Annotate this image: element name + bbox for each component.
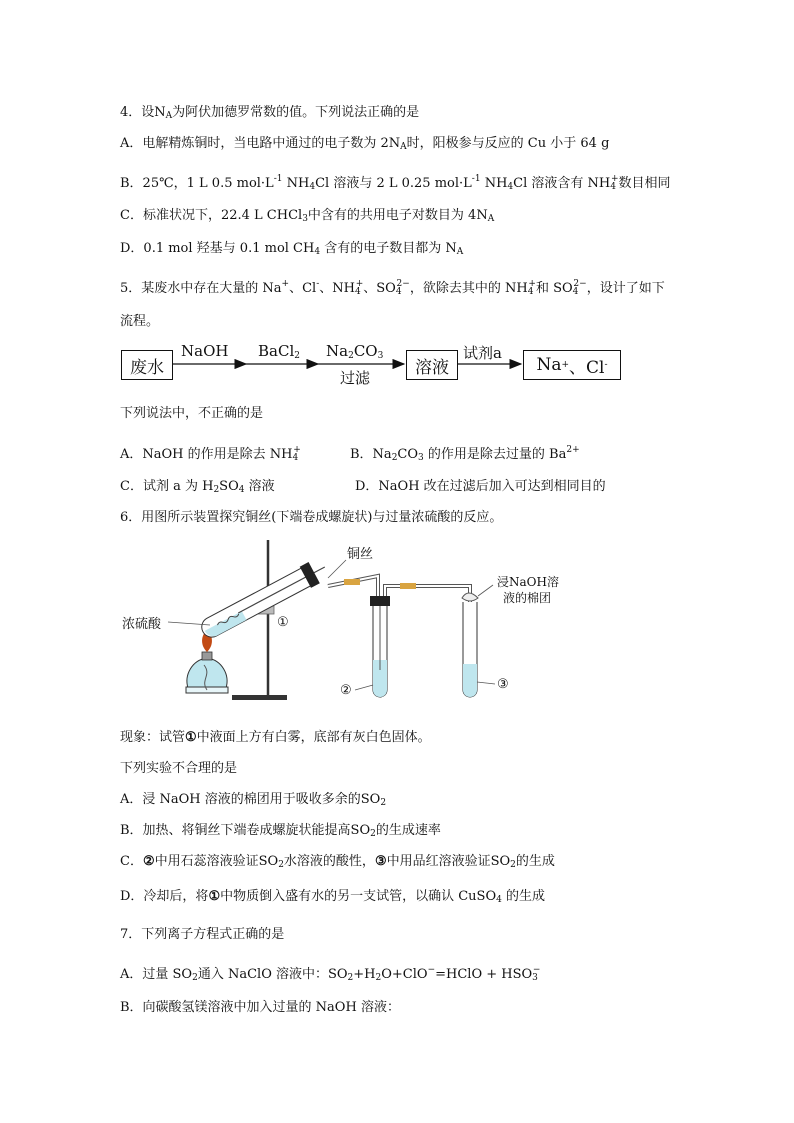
q4-stem: 4．设$N_A$为阿伏加德罗常数的值。下列说法正确的是 <box>120 105 420 121</box>
rubber-joint-2 <box>400 583 416 589</box>
q5-option-b: B．$Na_2CO_3$ 的作用是除去过量的 $Ba^{2+}$ <box>350 445 580 463</box>
q4-option-c: C．标准状况下，22.4 L CHCl$_3$中含有的共用电子对数目为 $4N_A$ <box>120 208 495 224</box>
apparatus-drawing <box>0 530 794 730</box>
q7-stem: 7．下列离子方程式正确的是 <box>120 927 285 942</box>
stand-base <box>232 695 287 700</box>
q6-stem: 6．用图所示装置探究铜丝(下端卷成螺旋状)与过量浓硫酸的反应。 <box>120 510 503 525</box>
flow-reagent-bacl2: BaCl$_2$ <box>258 342 300 361</box>
label-tube-3: ③ <box>497 677 509 692</box>
q7-option-b: B．向碳酸氢镁溶液中加入过量的 NaOH 溶液： <box>120 1000 400 1015</box>
q6-option-c: C．②中用石蕊溶液验证$SO_2$水溶液的酸性，③中用品红溶液验证$SO_2$的生成 <box>120 854 555 870</box>
q4-option-a: A．电解精炼铜时，当电路中通过的电子数为 $2N_A$时，阳极参与反应的 Cu 小于 64 g <box>120 136 610 152</box>
flow-box-solution: 溶液 <box>406 350 458 380</box>
q6-option-d: D．冷却后，将①中物质倒入盛有水的另一支试管，以确认 CuSO$_4$ 的生成 <box>120 889 545 905</box>
tube-3-liquid <box>463 664 477 697</box>
alcohol-lamp-neck <box>202 652 212 660</box>
q6-question: 下列实验不合理的是 <box>120 761 238 776</box>
rubber-joint-1 <box>344 579 360 585</box>
q5-stem: 5．某废水中存在大量的 Na+、Cl-、$NH_4^+$、$SO_4^{2-}$，欲除去其中的 $NH_4^+$和 $SO_4^{2-}$，设计了如下 <box>120 279 665 297</box>
test-tube-1 <box>197 556 330 642</box>
q5-option-a: A．NaOH 的作用是除去 $NH_4^+$ <box>120 445 301 463</box>
cotton-ball <box>462 593 478 601</box>
q6-option-b: B．加热、将铜丝下端卷成螺旋状能提高$SO_2$的生成速率 <box>120 823 441 839</box>
label-copper-wire: 铜丝 <box>347 547 374 562</box>
q5-stem-line2: 流程。 <box>120 314 160 329</box>
label-cotton: 浸NaOH溶 液的棉团 <box>497 575 559 605</box>
flow-box-product: Na + 、Cl - <box>523 350 621 380</box>
q5-question: 下列说法中，不正确的是 <box>120 406 264 421</box>
flow-reagent-a: 试剂a <box>463 344 502 362</box>
label-tube-2: ② <box>340 683 352 698</box>
flow-reagent-na2co3: $Na_2CO_3$ <box>326 342 384 361</box>
q4-option-b: B．25℃，1 L 0.5 $mol\cdot L^{-1}$ $NH_4Cl$ 溶液与 2 L 0.25 $mol\cdot L^{-1}$ $NH_4Cl$ 溶液含有 $NH_4^+$数目相同 <box>120 174 671 192</box>
q6-phenomenon: 现象：试管①中液面上方有白雾，底部有灰白色固体。 <box>120 730 431 745</box>
q4-option-d: D．0.1 mol 羟基与 0.1 mol $CH_4$ 含有的电子数目都为 $N_A$ <box>120 241 464 257</box>
flow-arrows <box>0 0 794 400</box>
stopper-2 <box>370 596 390 606</box>
flow-box-wastewater: 废水 <box>121 350 173 380</box>
flow-reagent-naoh: NaOH <box>181 342 229 360</box>
label-conc-acid: 浓硫酸 <box>122 617 162 632</box>
q7-option-a: A．过量 $SO_2$通入 NaClO 溶液中：$SO_2+H_2O+ClO^-=HClO + HSO_3^-$ <box>120 965 541 983</box>
label-tube-1: ① <box>277 615 289 630</box>
q5-option-c: C．试剂 a 为 $H_2SO_4$ 溶液 <box>120 479 275 495</box>
q6-option-a: A．浸 NaOH 溶液的棉团用于吸收多余的$SO_2$ <box>120 792 387 808</box>
flow-filtration: 过滤 <box>340 369 371 387</box>
delivery-tube-2 <box>385 586 470 610</box>
q5-option-d: D．NaOH 改在过滤后加入可达到相同目的 <box>355 479 606 494</box>
